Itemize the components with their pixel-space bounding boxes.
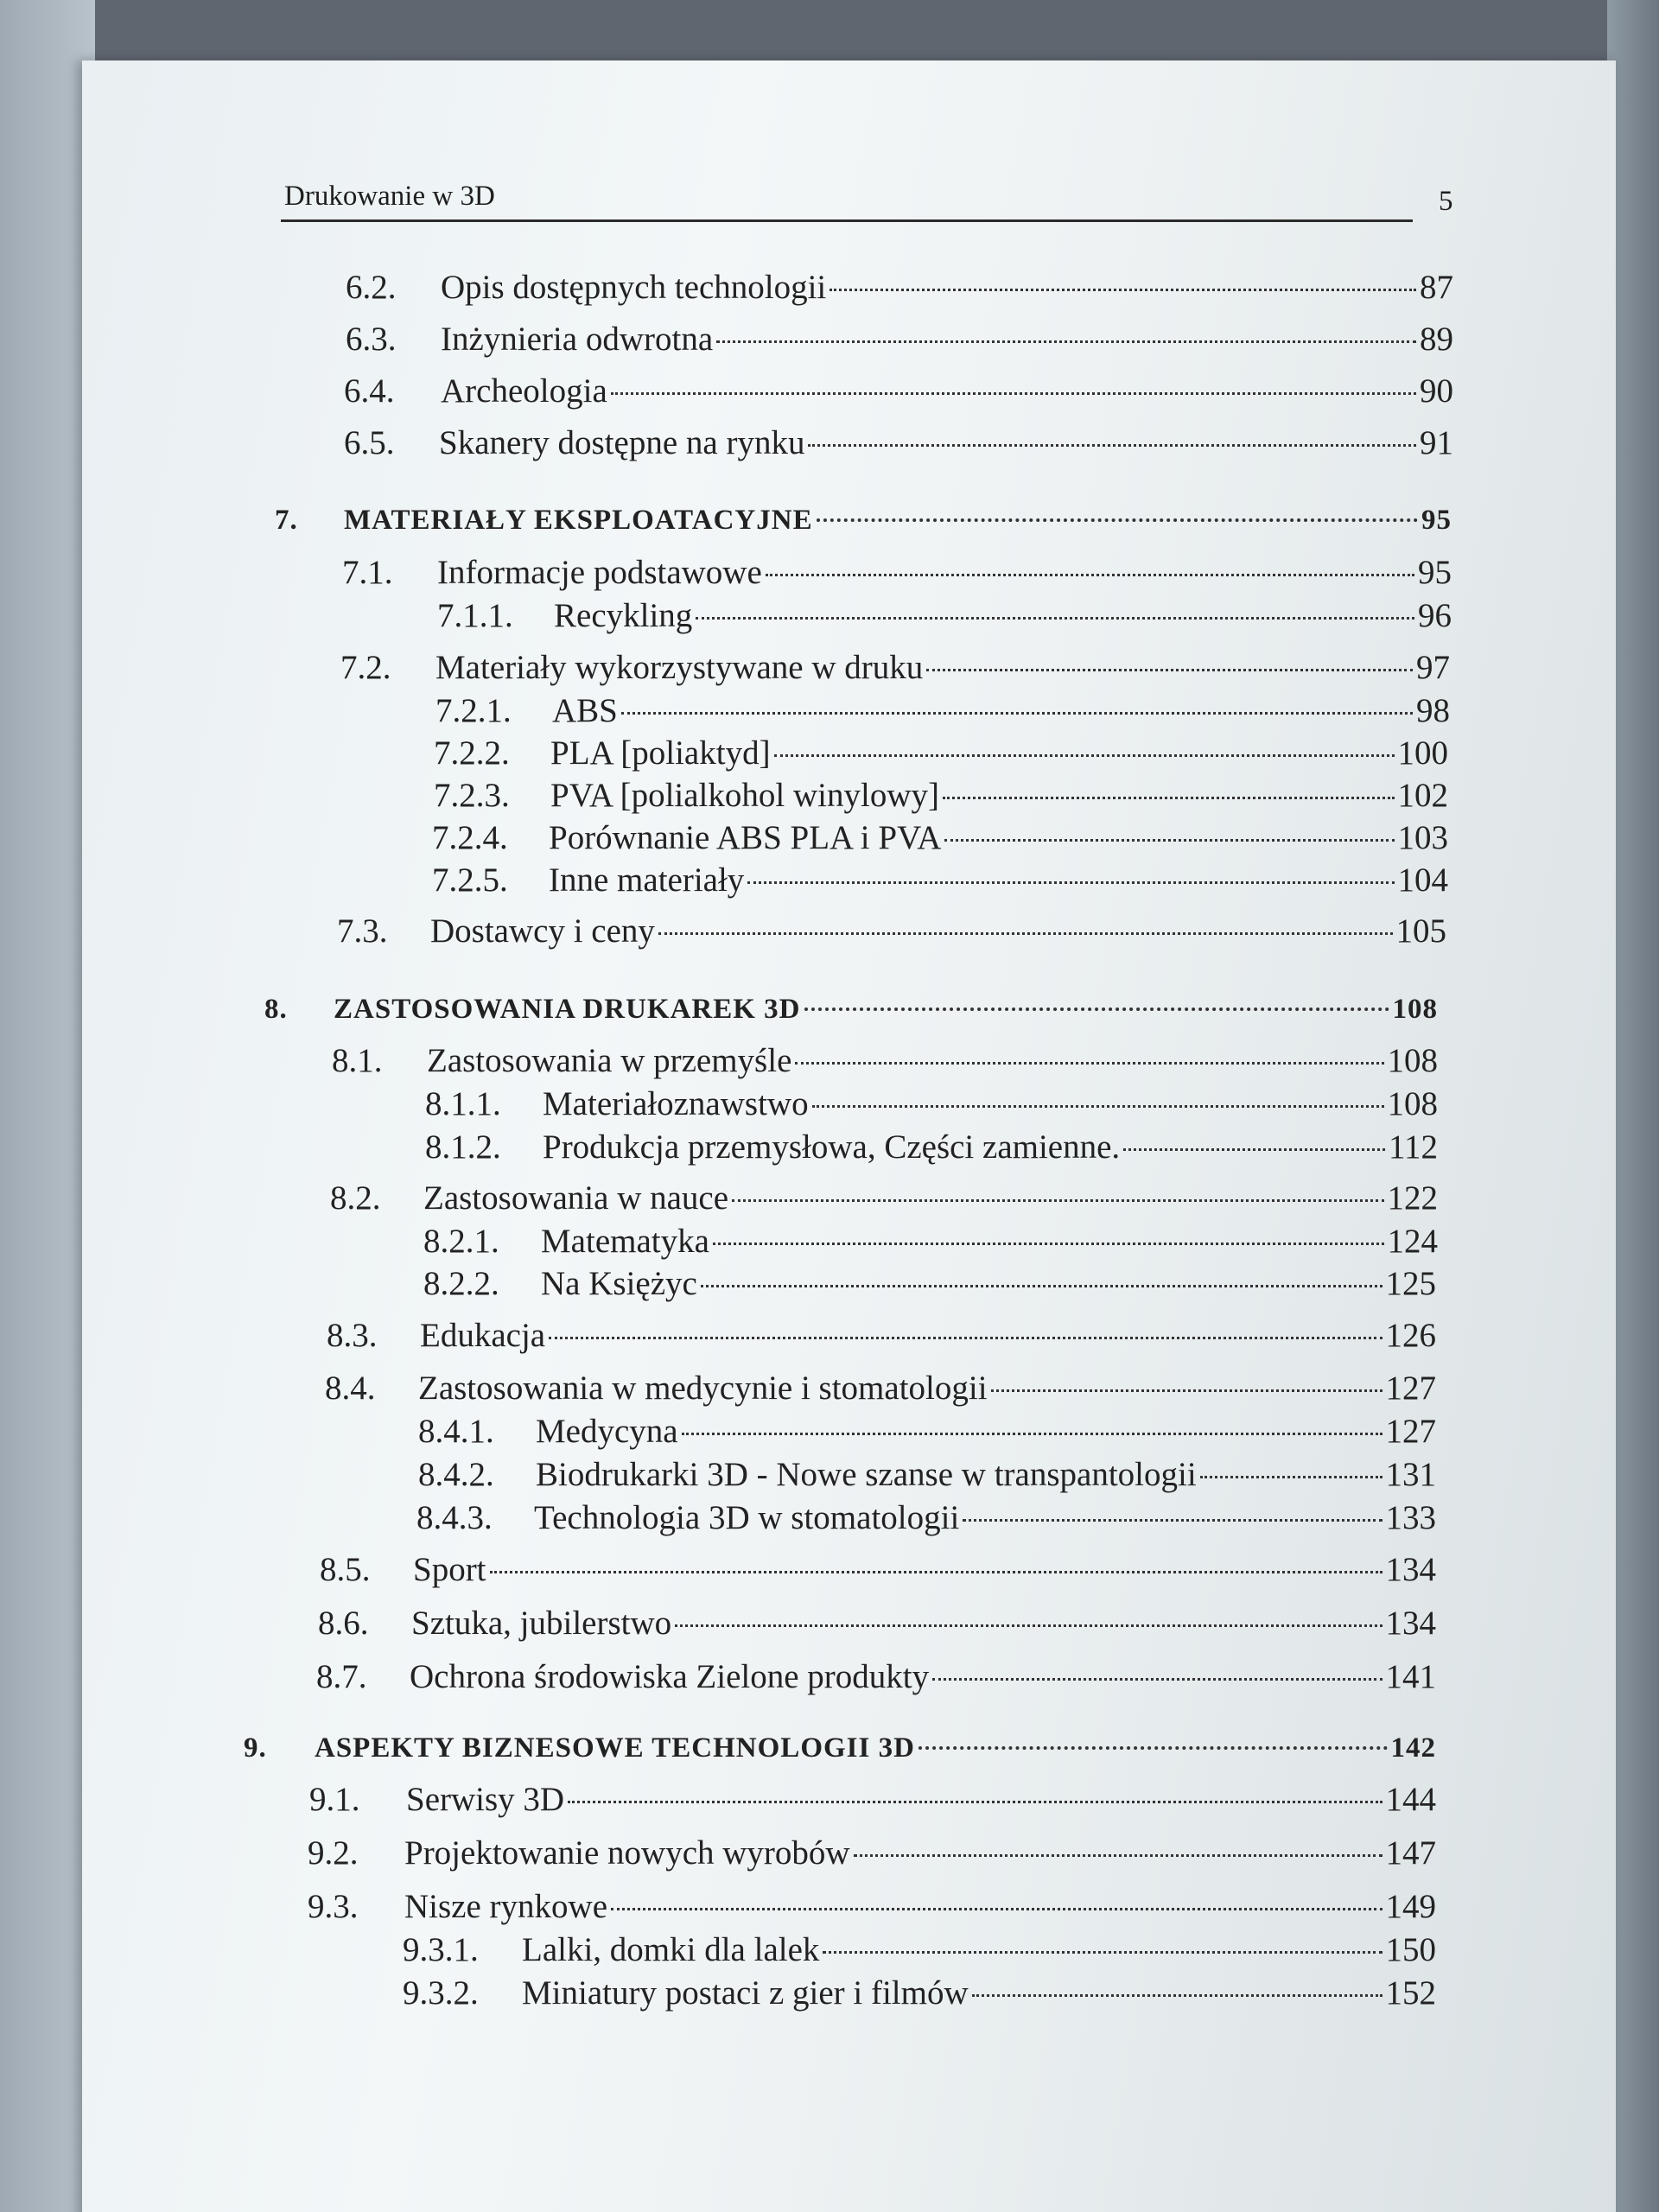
toc-leader [696, 617, 1414, 620]
toc-page: 125 [1385, 1265, 1436, 1302]
toc-number: 8.4. [325, 1370, 376, 1407]
toc-page: 89 [1420, 321, 1453, 358]
toc-page: 96 [1418, 597, 1452, 634]
toc-leader [1123, 1148, 1385, 1151]
toc-title: MATERIAŁY EKSPLOATACYJNE [344, 505, 813, 536]
toc-number: 8.1. [332, 1042, 383, 1079]
toc-entry [320, 1550, 1436, 1590]
toc-entry [418, 1455, 1436, 1495]
toc-page: 87 [1420, 269, 1453, 306]
toc-entry [403, 1974, 1436, 2013]
toc-leader [1200, 1476, 1382, 1478]
toc-leader [682, 1433, 1382, 1435]
toc-title: Informacje podstawowe [437, 554, 762, 591]
toc-title: PVA [polialkohol winylowy] [550, 777, 939, 814]
toc-leader [611, 1908, 1382, 1910]
toc-page: 134 [1385, 1551, 1436, 1588]
toc-title: Recykling [554, 597, 693, 634]
toc-page: 108 [1387, 1085, 1438, 1122]
toc-title: ZASTOSOWANIA DRUKAREK 3D [334, 994, 801, 1025]
toc-leader [932, 1678, 1382, 1681]
toc-leader [804, 1007, 1389, 1011]
toc-leader [766, 574, 1414, 576]
toc-title: Nisze rynkowe [404, 1888, 608, 1925]
toc-number: 9. [244, 1732, 267, 1764]
toc-number: 7.3. [337, 912, 388, 950]
toc-page: 127 [1385, 1413, 1436, 1450]
toc-number: 7.2.2. [434, 734, 510, 772]
toc-chapter [264, 994, 1438, 1033]
toc-entry [327, 1316, 1436, 1356]
toc-page: 97 [1416, 649, 1450, 686]
toc-number: 9.1. [309, 1781, 360, 1818]
toc-entry [435, 691, 1450, 731]
toc-leader [808, 444, 1416, 447]
page-number: 5 [1439, 186, 1453, 217]
toc-number: 8.2. [330, 1179, 381, 1217]
toc-number: 8.6. [318, 1605, 369, 1642]
toc-title: Sport [413, 1551, 486, 1588]
toc-page: 100 [1397, 734, 1448, 772]
toc-title: Produkcja przemysłowa, Części zamienne. [543, 1128, 1121, 1166]
toc-title: Opis dostępnych technologii [441, 269, 827, 306]
toc-title: Inżynieria odwrotna [441, 321, 714, 358]
toc-number: 6.5. [344, 424, 395, 461]
toc-leader [732, 1199, 1383, 1202]
toc-page: 104 [1397, 861, 1448, 899]
toc-leader [621, 712, 1413, 715]
toc-number: 6.3. [346, 321, 397, 358]
toc-title: Materiały wykorzystywane w druku [435, 649, 924, 686]
toc-chapter [244, 1732, 1436, 1772]
toc-page: 98 [1416, 692, 1450, 729]
toc-number: 9.2. [308, 1834, 359, 1872]
toc-number: 8.3. [327, 1317, 378, 1354]
toc-page: 150 [1385, 1931, 1436, 1968]
toc-entry [344, 372, 1453, 411]
toc-title: Projektowanie nowych wyrobów [404, 1834, 850, 1872]
toc-entry [346, 320, 1453, 359]
toc-page: 131 [1385, 1456, 1436, 1493]
toc-page: 141 [1385, 1658, 1436, 1695]
toc-title: Biodrukarki 3D - Nowe szanse w transpantologii [536, 1456, 1197, 1493]
toc-entry [432, 861, 1448, 900]
toc-page: 127 [1385, 1370, 1436, 1407]
toc-entry [437, 596, 1452, 636]
toc-entry [337, 912, 1446, 951]
toc-leader [944, 839, 1394, 842]
toc-leader [716, 340, 1416, 343]
toc-number: 7.1. [342, 554, 393, 591]
toc-number: 8.4.1. [418, 1413, 494, 1450]
toc-leader [675, 1624, 1382, 1627]
toc-entry [308, 1887, 1436, 1927]
toc-leader [943, 797, 1395, 799]
toc-entry [425, 1084, 1438, 1124]
toc-leader [701, 1285, 1382, 1287]
toc-title: Dostawcy i ceny [430, 912, 655, 950]
toc-title: PLA [poliaktyd] [550, 734, 771, 772]
toc-number: 8.4.3. [416, 1499, 493, 1536]
toc-title: Porównanie ABS PLA i PVA [549, 819, 942, 856]
toc-number: 8.1.2. [425, 1128, 501, 1166]
toc-number: 7.2.1. [435, 692, 512, 729]
toc-title: Serwisy 3D [406, 1781, 565, 1818]
toc-number: 8.2.2. [423, 1265, 499, 1302]
toc-leader [713, 1243, 1384, 1245]
toc-title: Sztuka, jubilerstwo [411, 1605, 672, 1642]
toc-leader [774, 754, 1395, 757]
toc-page: 91 [1420, 424, 1453, 461]
toc-page: 152 [1385, 1974, 1436, 2012]
toc-entry [309, 1780, 1436, 1820]
toc-title: ASPEKTY BIZNESOWE TECHNOLOGII 3D [315, 1732, 915, 1764]
toc-entry [423, 1264, 1436, 1304]
toc-page: 142 [1390, 1732, 1436, 1764]
toc-number: 7.1.1. [437, 597, 513, 634]
toc-number: 9.3.1. [403, 1931, 479, 1968]
toc-leader [823, 1951, 1382, 1954]
toc-number: 8.7. [316, 1658, 367, 1695]
toc-number: 8.2.1. [423, 1223, 499, 1260]
toc-page: 134 [1385, 1605, 1436, 1642]
toc-page: 144 [1385, 1781, 1436, 1818]
toc-entry [318, 1604, 1436, 1643]
toc-title: Technologia 3D w stomatologii [534, 1499, 960, 1536]
toc-number: 8.5. [320, 1551, 371, 1588]
toc-page: 95 [1418, 554, 1452, 591]
toc-page: 126 [1385, 1317, 1436, 1354]
toc-title: Inne materiały [549, 861, 745, 899]
toc-title: Medycyna [536, 1413, 678, 1450]
toc-page: 133 [1385, 1499, 1436, 1536]
toc-leader [854, 1854, 1382, 1857]
toc-number: 9.3.2. [403, 1974, 479, 2012]
toc-entry [423, 1222, 1438, 1262]
toc-title: Miniatury postaci z gier i filmów [522, 1974, 969, 2012]
toc-entry [342, 553, 1452, 593]
toc-page: 102 [1397, 777, 1448, 814]
toc-entry [332, 1041, 1438, 1081]
toc-leader [963, 1519, 1382, 1522]
toc-leader [658, 932, 1393, 935]
toc-entry [340, 648, 1450, 688]
toc-entry [330, 1179, 1438, 1218]
toc-entry [434, 734, 1448, 773]
toc-page: 108 [1387, 1042, 1438, 1079]
toc-title: Zastosowania w medycynie i stomatologii [418, 1370, 988, 1407]
toc-entry [434, 776, 1448, 816]
toc-entry [346, 268, 1453, 308]
toc-entry [403, 1930, 1436, 1970]
toc-number: 7.2.3. [434, 777, 510, 814]
toc-leader [568, 1801, 1382, 1803]
toc-leader [926, 669, 1413, 671]
toc-leader [991, 1389, 1382, 1392]
toc-entry [425, 1128, 1438, 1167]
toc-entry [344, 423, 1453, 463]
toc-page: 122 [1387, 1179, 1438, 1217]
toc-chapter [275, 505, 1452, 544]
toc-number: 8. [264, 994, 288, 1025]
header-title: Drukowanie w 3D [284, 181, 495, 212]
toc-number: 8.4.2. [418, 1456, 494, 1493]
toc-title: Ochrona środowiska Zielone produkty [410, 1658, 930, 1695]
toc-leader [972, 1994, 1382, 1997]
toc-leader [795, 1062, 1383, 1065]
toc-entry [418, 1412, 1436, 1452]
toc-entry [308, 1834, 1436, 1873]
toc-page: 124 [1387, 1223, 1438, 1260]
toc-title: Materiałoznawstwo [543, 1085, 809, 1122]
toc-title: Edukacja [420, 1317, 546, 1354]
toc-title: Zastosowania w przemyśle [427, 1042, 792, 1079]
toc-entry [416, 1498, 1436, 1538]
toc-page: 149 [1385, 1888, 1436, 1925]
toc-leader [747, 881, 1394, 884]
toc-entry [316, 1657, 1436, 1697]
toc-leader [830, 289, 1416, 291]
toc-title: Skanery dostępne na rynku [439, 424, 805, 461]
toc-number: 9.3. [308, 1888, 359, 1925]
toc-leader [549, 1337, 1382, 1339]
toc-title: Zastosowania w nauce [423, 1179, 729, 1217]
toc-number: 7.2.5. [432, 861, 508, 899]
toc-leader [611, 392, 1416, 395]
toc-title: Archeologia [441, 372, 607, 410]
toc-number: 7.2. [340, 649, 391, 686]
toc-number: 7. [275, 505, 298, 536]
toc-entry [325, 1369, 1436, 1408]
toc-page: 95 [1421, 505, 1452, 536]
toc-page: 112 [1388, 1128, 1438, 1166]
toc-number: 8.1.1. [425, 1085, 501, 1122]
toc-leader [918, 1746, 1388, 1750]
toc-leader [490, 1571, 1382, 1573]
toc-entry [432, 818, 1448, 858]
toc-page: 147 [1385, 1834, 1436, 1872]
toc-number: 6.4. [344, 372, 395, 410]
toc-page: 105 [1395, 912, 1446, 950]
toc-number: 7.2.4. [432, 819, 508, 856]
toc-number: 6.2. [346, 269, 397, 306]
toc-page: 90 [1420, 372, 1453, 410]
toc-title: ABS [552, 692, 618, 729]
toc-title: Lalki, domki dla lalek [522, 1931, 820, 1968]
toc-leader [812, 1105, 1384, 1108]
toc-page: 103 [1397, 819, 1448, 856]
toc-page: 108 [1392, 994, 1438, 1025]
toc-title: Na Księżyc [541, 1265, 697, 1302]
toc-leader [817, 518, 1418, 522]
toc-title: Matematyka [541, 1223, 709, 1260]
